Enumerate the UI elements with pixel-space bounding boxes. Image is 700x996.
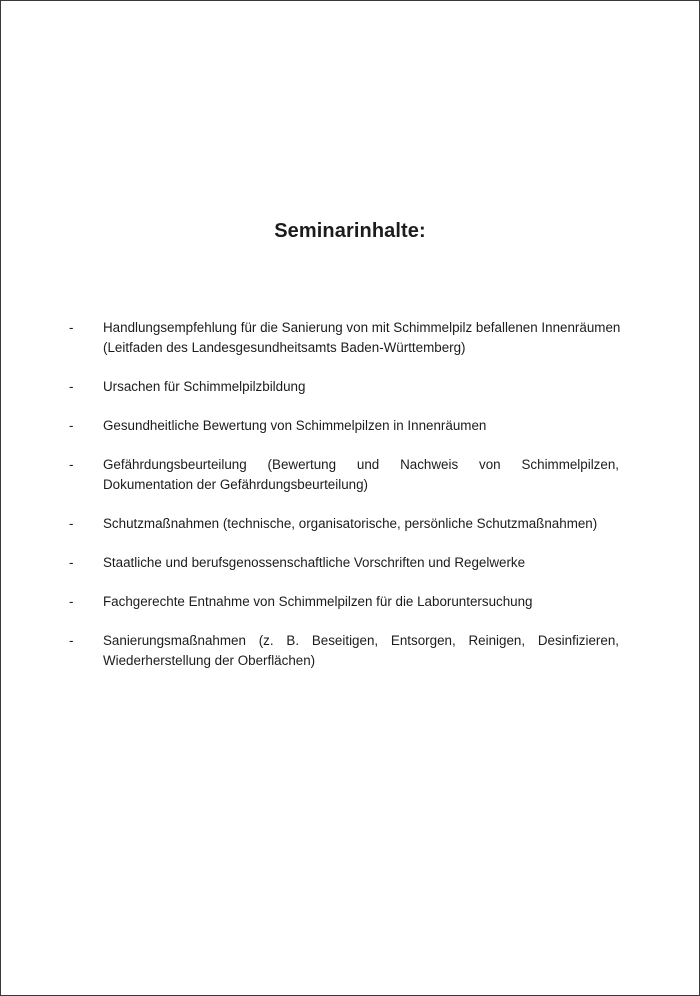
seminar-content-list [1, 318, 699, 690]
list-item-line: Gesundheitliche Bewertung von Schimmelpilzen in Innenräumen [103, 418, 487, 433]
list-item-line: Sanierungsmaßnahmen (z. B. Beseitigen, Entsorgen, Reinigen, Desinfizieren, [103, 633, 619, 648]
list-item-line: Gefährdungsbeurteilung (Bewertung und Nachweis von Schimmelpilzen, [103, 457, 619, 472]
list-bullet: - [69, 555, 74, 570]
list-bullet: - [69, 320, 74, 335]
list-item-line: (Leitfaden des Landesgesundheitsamts Baden-Württemberg) [103, 340, 466, 355]
list-item-text [103, 514, 619, 534]
list-item-text [103, 416, 619, 436]
page-title: Seminarinhalte: [274, 220, 426, 242]
list-item [1, 455, 699, 495]
list-item-text [103, 318, 619, 358]
list-item-line: Wiederherstellung der Oberflächen) [103, 653, 316, 668]
list-item [1, 631, 699, 671]
list-item-line: Fachgerechte Entnahme von Schimmelpilzen für die Laboruntersuchung [103, 594, 533, 609]
list-bullet: - [69, 516, 74, 531]
list-item [1, 416, 699, 437]
list-bullet: - [69, 633, 74, 648]
list-item-text [103, 377, 619, 397]
list-item-text [103, 631, 619, 671]
list-item-line: Staatliche und berufsgenossenschaftliche Vorschriften und Regelwerke [103, 555, 526, 570]
list-item-line: Handlungsempfehlung für die Sanierung von mit Schimmelpilz befallenen Innenräumen [103, 320, 621, 335]
list-bullet: - [69, 379, 74, 394]
list-item-text [103, 455, 619, 495]
list-item [1, 553, 699, 574]
list-bullet: - [69, 457, 74, 472]
list-item-text [103, 592, 619, 612]
list-bullet: - [69, 418, 74, 433]
list-item [1, 318, 699, 358]
list-item [1, 592, 699, 613]
list-item-line: Schutzmaßnahmen (technische, organisatorische, persönliche Schutzmaßnahmen) [103, 516, 598, 531]
list-item [1, 514, 699, 535]
list-item [1, 377, 699, 398]
list-item-line: Ursachen für Schimmelpilzbildung [103, 379, 306, 394]
list-item-text [103, 553, 619, 573]
list-item-line: Dokumentation der Gefährdungsbeurteilung) [103, 477, 369, 492]
list-bullet: - [69, 594, 74, 609]
